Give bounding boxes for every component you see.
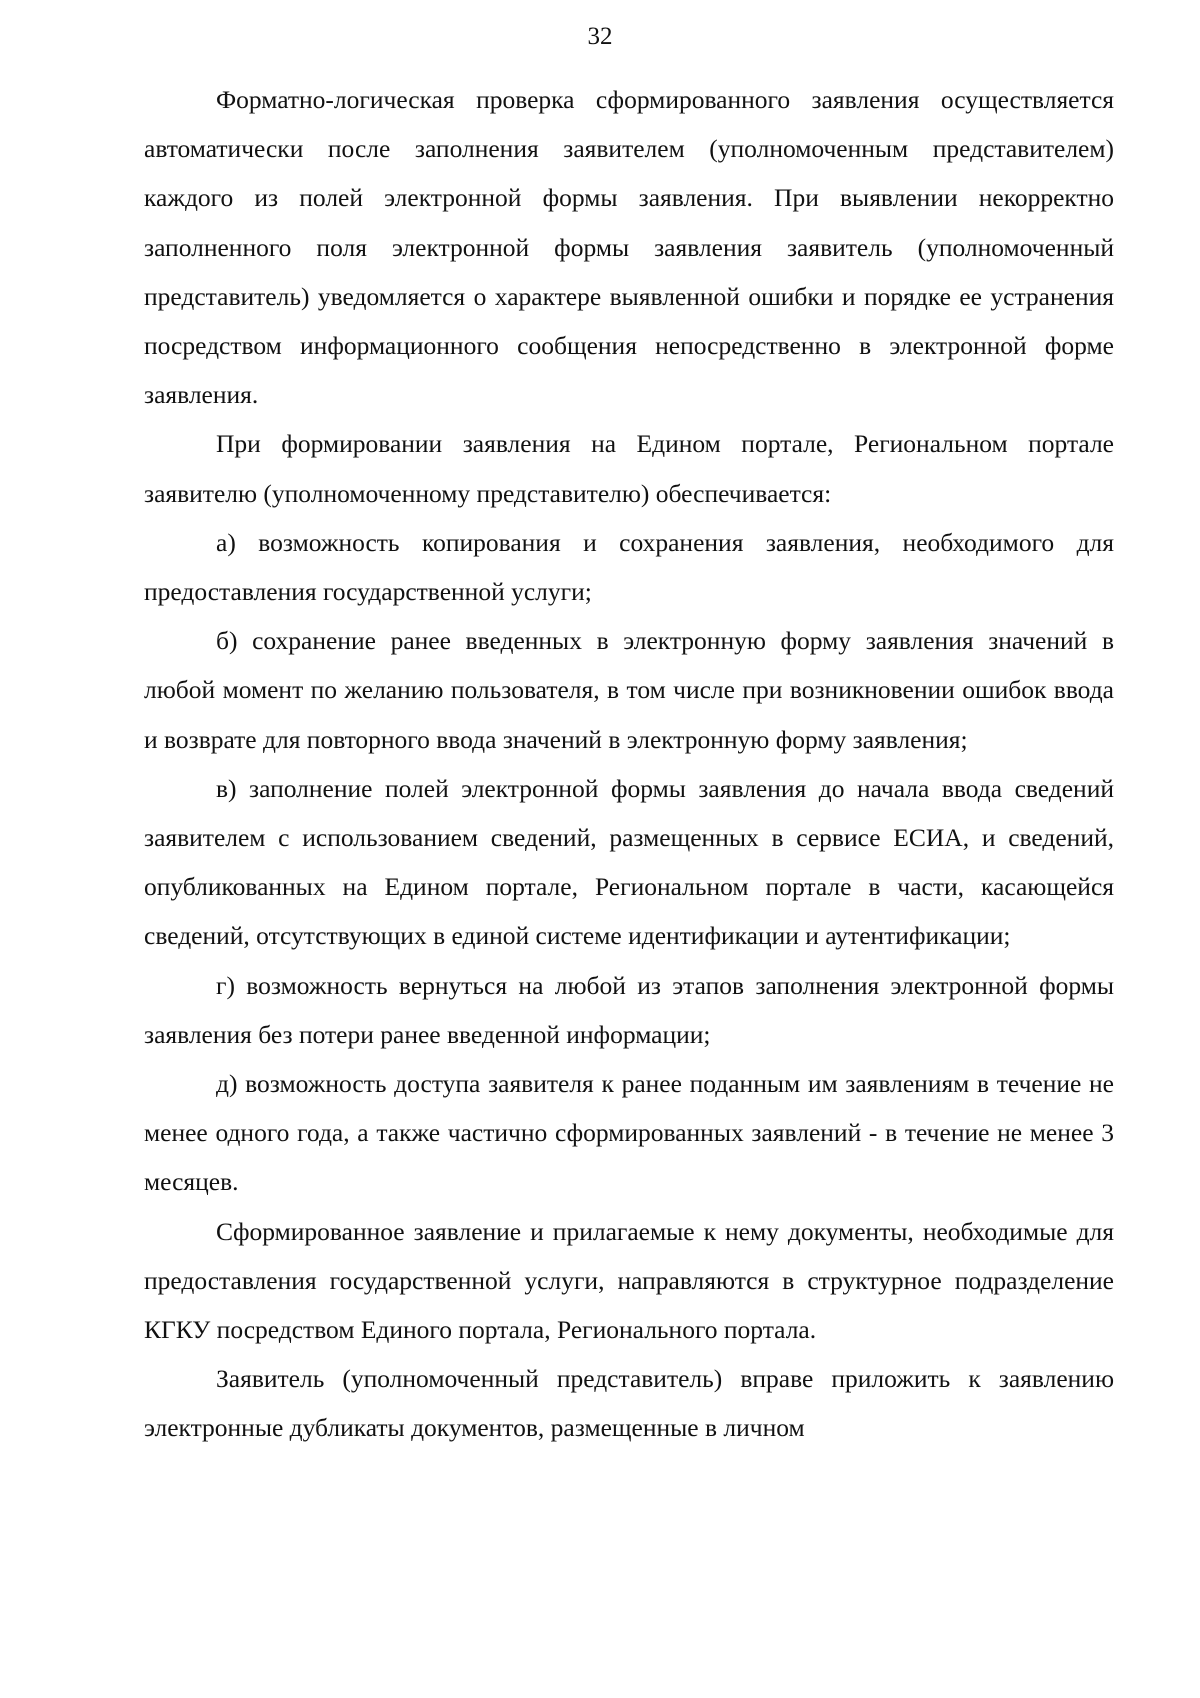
paragraph-attach-duplicates: Заявитель (уполномоченный представитель) вправе приложить к заявлению электронные дубликаты документов, размещенные в личном bbox=[144, 1364, 1114, 1443]
paragraph-format-check: Форматно-логическая проверка сформированного заявления осуществляется автоматически после заполнения заявителем (уполномоченным представителем) каждого из полей электронной формы заявления. При выявлении некорректно заполненного поля электронной формы заявления заявитель (уполномоченный представитель) уведомляется о характере выявленной ошибки и порядке ее устранения посредством информационного сообщения непосредственно в электронной форме заявления. bbox=[144, 85, 1114, 410]
list-item-d-access-history: д) возможность доступа заявителя к ранее поданным им заявлениям в течение не менее одного года, а также частично сформированных заявлений - в течение не менее 3 месяцев. bbox=[144, 1069, 1114, 1197]
document-body bbox=[144, 75, 1114, 1453]
list-item-a-copy-save: а) возможность копирования и сохранения заявления, необходимого для предоставления государственной услуги; bbox=[144, 527, 1114, 607]
list-item-b-save-values: б) сохранение ранее введенных в электронную форму заявления значений в любой момент по желанию пользователя, в том числе при возникновении ошибок ввода и возврате для повторного ввода значений в электронную форму заявления; bbox=[144, 626, 1114, 754]
list-item-v-autofill: в) заполнение полей электронной формы заявления до начала ввода сведений заявителем с использованием сведений, размещенных в сервисе ЕСИА, и сведений, опубликованных на Едином портале, Региональном портале в части, касающейся сведений, отсутствующих в единой системе идентификации и аутентификации; bbox=[144, 773, 1114, 951]
list-item-g-return-to-step: г) возможность вернуться на любой из этапов заполнения электронной формы заявления без потери ранее введенной информации; bbox=[144, 970, 1114, 1049]
page-number: 32 bbox=[587, 23, 613, 50]
paragraph-submission: Сформированное заявление и прилагаемые к нему документы, необходимые для предоставления государственной услуги, направляются в структурное подразделение КГКУ посредством Единого портала, Регионального портала. bbox=[144, 1216, 1114, 1345]
paragraph-portal-features-intro: При формировании заявления на Едином портале, Региональном портале заявителю (уполномоченному представителю) обеспечивается: bbox=[144, 429, 1114, 508]
